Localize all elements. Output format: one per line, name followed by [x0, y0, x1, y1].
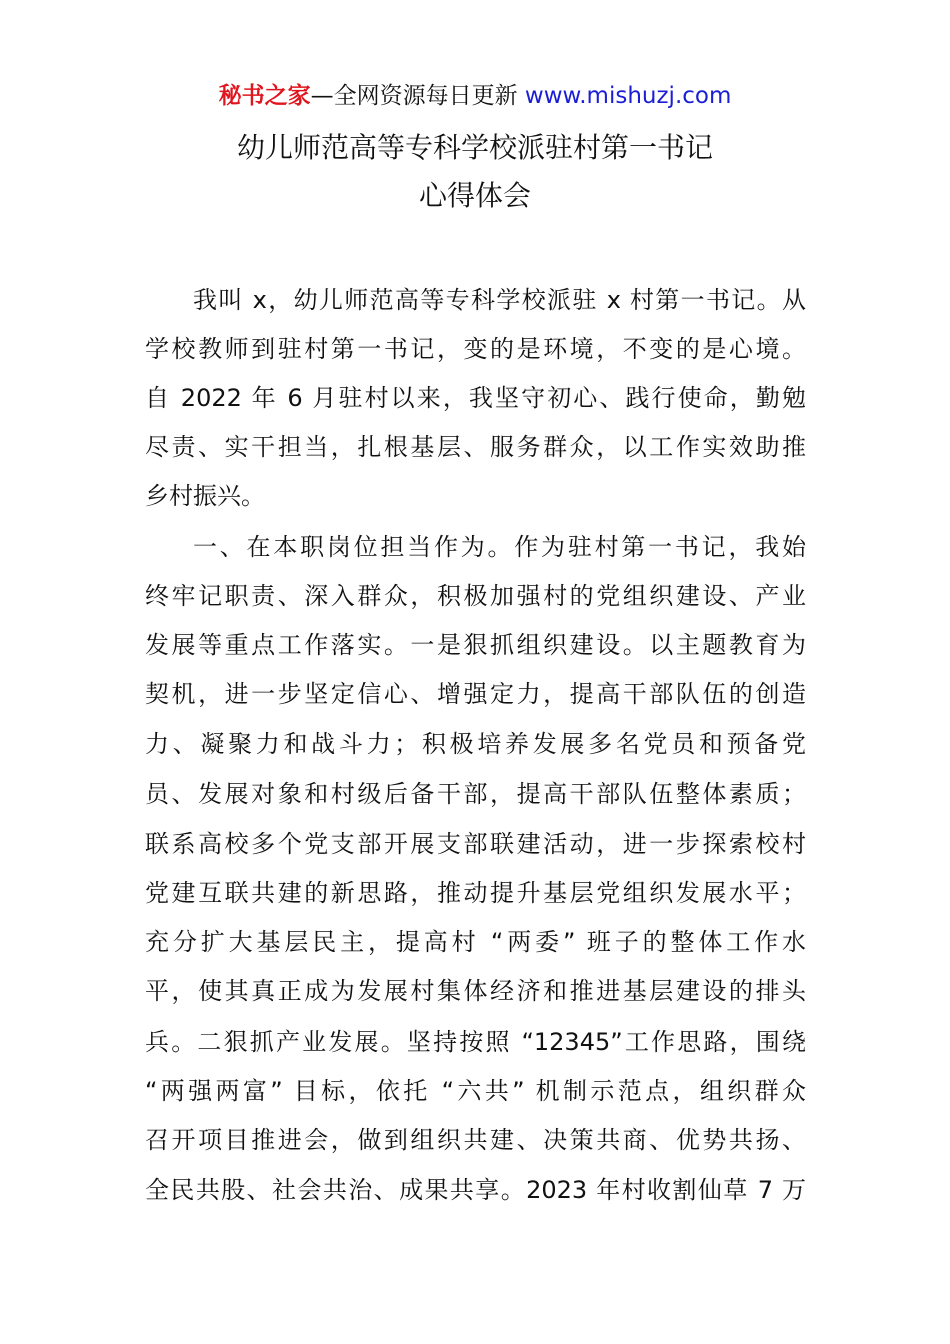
paragraph-line: 我叫 x，幼儿师范高等专科学校派驻 x 村第一书记。从: [193, 286, 806, 314]
document-title-line2: 心得体会: [418, 179, 531, 212]
paragraph-line: “两强两富” 目标，依托 “六共” 机制示范点，组织群众: [145, 1077, 806, 1105]
paragraph-line: 平，使其真正成为发展村集体经济和推进基层建设的排头: [145, 977, 806, 1005]
paragraph-line: 召开项目推进会，做到组织共建、决策共商、优势共扬、: [145, 1126, 806, 1154]
document-title: 幼儿师范高等专科学校派驻村第一书记: [236, 131, 713, 164]
paragraph-line: 力、凝聚力和战斗力；积极培养发展多名党员和预备党: [145, 730, 806, 758]
site-header: [0, 80, 950, 112]
paragraph-line: 终牢记职责、深入群众，积极加强村的党组织建设、产业: [145, 582, 806, 610]
paragraph-line: 充分扩大基层民主，提高村 “两委” 班子的整体工作水: [145, 928, 806, 956]
paragraph-line: 全民共股、社会共治、成果共享。2023 年村收割仙草 7 万: [145, 1176, 806, 1204]
site-url-link[interactable]: www.mishuzj.com: [524, 83, 732, 109]
site-slogan: —全网资源每日更新: [310, 83, 525, 109]
paragraph-line: 学校教师到驻村第一书记，变的是环境，不变的是心境。: [145, 335, 806, 363]
paragraph-line: 自 2022 年 6 月驻村以来，我坚守初心、践行使命，勤勉: [145, 384, 806, 412]
site-brand: 秘书之家: [218, 83, 311, 109]
paragraph-line: 契机，进一步坚定信心、增强定力，提高干部队伍的创造: [145, 680, 806, 708]
paragraph-line: 兵。二狠抓产业发展。坚持按照 “12345”工作思路，围绕: [145, 1028, 806, 1056]
paragraph-line: 发展等重点工作落实。一是狠抓组织建设。以主题教育为: [145, 631, 806, 659]
paragraph-line: 乡村振兴。: [145, 482, 265, 510]
paragraph-line: 员、发展对象和村级后备干部，提高干部队伍整体素质；: [145, 780, 806, 808]
paragraph-line: 尽责、实干担当，扎根基层、服务群众，以工作实效助推: [145, 433, 806, 461]
paragraph-line: 联系高校多个党支部开展支部联建活动，进一步探索校村: [145, 830, 806, 858]
paragraph-line: 党建互联共建的新思路，推动提升基层党组织发展水平；: [145, 879, 806, 907]
paragraph-line: 一、在本职岗位担当作为。作为驻村第一书记，我始: [193, 533, 806, 561]
